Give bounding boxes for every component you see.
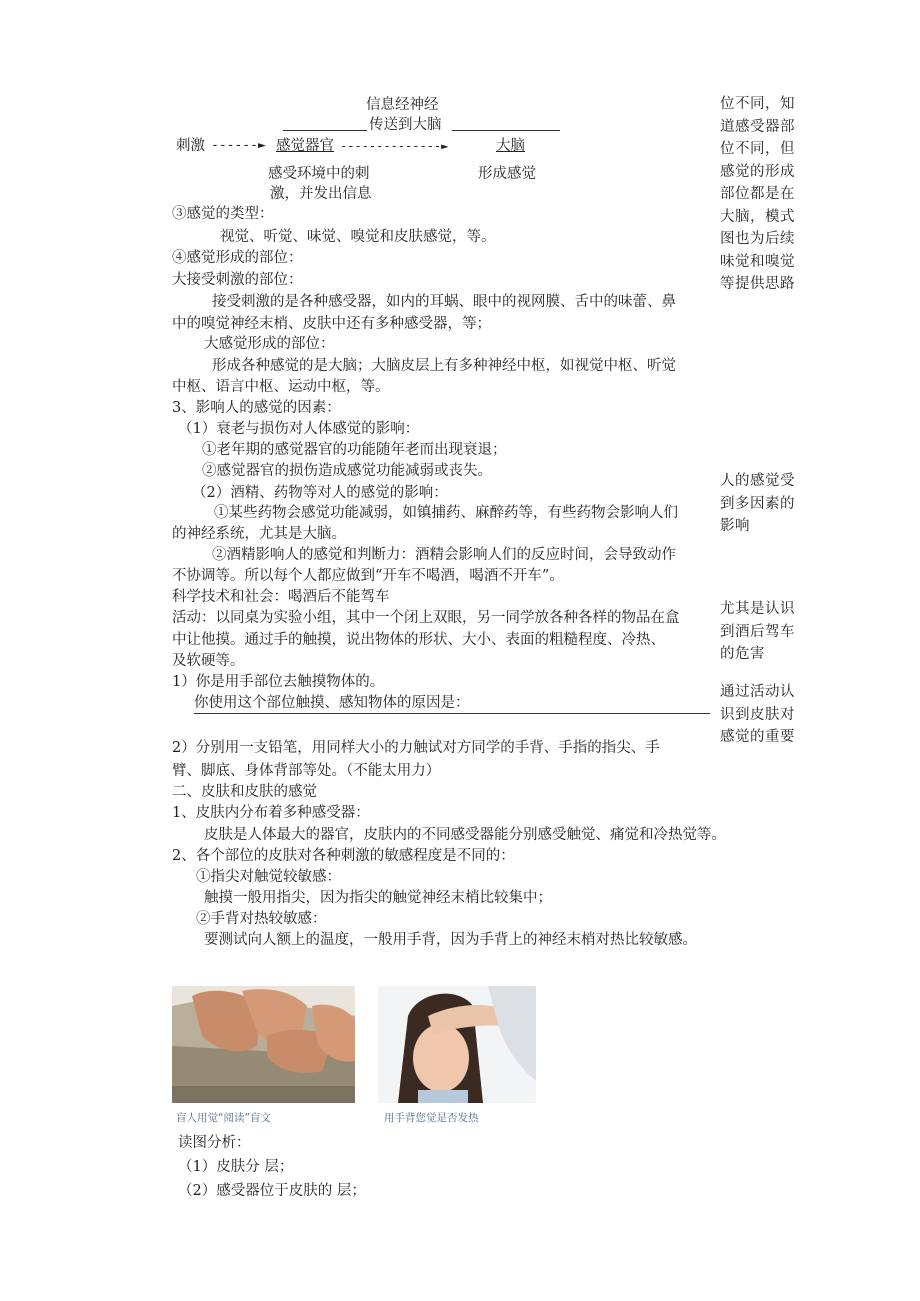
side-note: 尤其是认识 到酒后驾车 的危害 (720, 601, 795, 662)
question-text: 2）分别用一支铅笔，用同样大小的力触试对方同学的手背、手指的指尖、手 (172, 740, 660, 756)
body-text: 接受刺激的是各种感受器，如内的耳蜗、眼中的视网膜、舌中的味蕾、鼻 (212, 294, 676, 310)
question-text: 1）你是用手部位去触摸物体的。 (172, 674, 385, 690)
body-text: 的神经系统，尤其是大脑。 (172, 526, 346, 542)
activity-text: 活动：以同桌为实验小组，其中一个闭上双眼，另一同学放各种各样的物品在盒 (172, 610, 680, 626)
subsection-heading: （1）衰老与损伤对人体感觉的影响： (178, 421, 420, 437)
body-text: 触摸一般用指尖，因为指尖的触觉神经末梢比较集中； (204, 890, 552, 906)
diagram-label-transmit: 传送到大脑 (369, 117, 442, 133)
side-note: 通过活动认 识到皮肤对 感觉的重要 (720, 684, 795, 745)
list-item: ①某些药物会感觉功能减弱，如镇捕药、麻醉药等，有些药物会影响人们 (214, 505, 678, 521)
side-note: 人的感觉受 到多因素的 影响 (720, 473, 795, 534)
forehead-check-photo (378, 986, 536, 1103)
analysis-heading: 读图分析： (178, 1135, 251, 1151)
diagram-receptor-desc: 感受环境中的刺 (268, 166, 370, 182)
diagram-brain-desc: 形成感觉 (478, 166, 536, 182)
diagram-stimulus: 刺激 (176, 138, 205, 154)
diagram-label-info: 信息经神经 (366, 97, 439, 113)
section-heading: 3、影响人的感觉的因素： (172, 400, 341, 416)
answer-line (194, 713, 710, 714)
diagram-line (452, 130, 560, 131)
body-text: 视觉、听觉、味觉、嗅觉和皮肤感觉，等。 (220, 229, 496, 245)
body-text: 皮肤是人体最大的器官，皮肤内的不同感受器能分别感受触觉、痛觉和冷热觉等。 (204, 827, 726, 843)
diagram-brain: 大脑 (496, 138, 525, 154)
list-item: ①指尖对触觉较敏感： (196, 869, 341, 885)
body-text: 中枢、语言中枢、运动中枢，等。 (172, 379, 390, 395)
activity-text: 及软硬等。 (172, 653, 245, 669)
section-heading: 1、皮肤内分布着多种感受器： (172, 805, 370, 821)
figure-caption: 用手背您觉是否发热 (384, 1112, 479, 1124)
list-item: ②酒精影响人的感觉和判断力：酒精会影响人们的反应时间，会导致动作 (212, 547, 676, 563)
list-item: ②感觉器官的损伤造成感觉功能减弱或丧失。 (202, 463, 492, 479)
diagram-arrow: ------► (211, 138, 266, 153)
body-text: 形成各种感觉的是大脑；大脑皮层上有多种神经中枢，如视觉中枢、听觉 (212, 358, 676, 374)
diagram-line (283, 130, 367, 131)
body-text: 中的嗅觉神经末梢、皮肤中还有多种感受器，等； (172, 316, 491, 332)
figure-caption: 盲人用觉“阅读”盲文 (176, 1112, 271, 1124)
section-heading: ④感觉形成的部位： (172, 250, 303, 266)
section-heading: ③感觉的类型： (172, 206, 274, 222)
chapter-heading: 二、皮肤和皮肤的感觉 (172, 784, 317, 800)
analysis-question: （1）皮肤分 层； (178, 1159, 294, 1175)
section-heading: 2、各个部位的皮肤对各种刺激的敏感程度是不同的： (172, 848, 515, 864)
analysis-question: （2）感受器位于皮肤的 层； (178, 1183, 366, 1199)
list-item: ①老年期的感觉器官的功能随年老而出现衰退； (202, 442, 507, 458)
list-item: ②手背对热较敏感： (196, 911, 327, 927)
body-text: 不协调等。所以每个人都应做到“开车不喝酒，喝酒不开车”。 (172, 568, 564, 584)
subsection-heading: 大接受刺激的部位： (172, 272, 303, 288)
diagram-arrow: --------------► (340, 139, 449, 153)
diagram-receptor-desc: 激，并发出信息 (270, 186, 372, 202)
diagram-receptor: 感觉器官 (276, 138, 334, 154)
subsection-heading: （2）酒精、药物等对人的感觉的影响： (192, 485, 448, 501)
activity-text: 中让他摸。通过手的触摸，说出物体的形状、大小、表面的粗糙程度、冷热、 (172, 632, 665, 648)
body-text: 要测试向人额上的温度，一般用手背，因为手背上的神经末梢对热比较敏感。 (204, 932, 697, 948)
section-heading: 科学技术和社会：喝酒后不能驾车 (172, 589, 390, 605)
subsection-heading: 大感觉形成的部位： (204, 336, 335, 352)
braille-reading-photo (172, 986, 355, 1103)
side-note: 位不同，知 道感受器部 位不同，但 感觉的形成 部位都是在 大脑，模式 图也为后续 味觉和嗅觉 等提供思路 (720, 96, 795, 292)
question-text: 你使用这个部位触摸、感知物体的原因是： (194, 695, 470, 711)
question-text: 臂、脚底、身体背部等处。（不能太用力） (172, 763, 441, 779)
